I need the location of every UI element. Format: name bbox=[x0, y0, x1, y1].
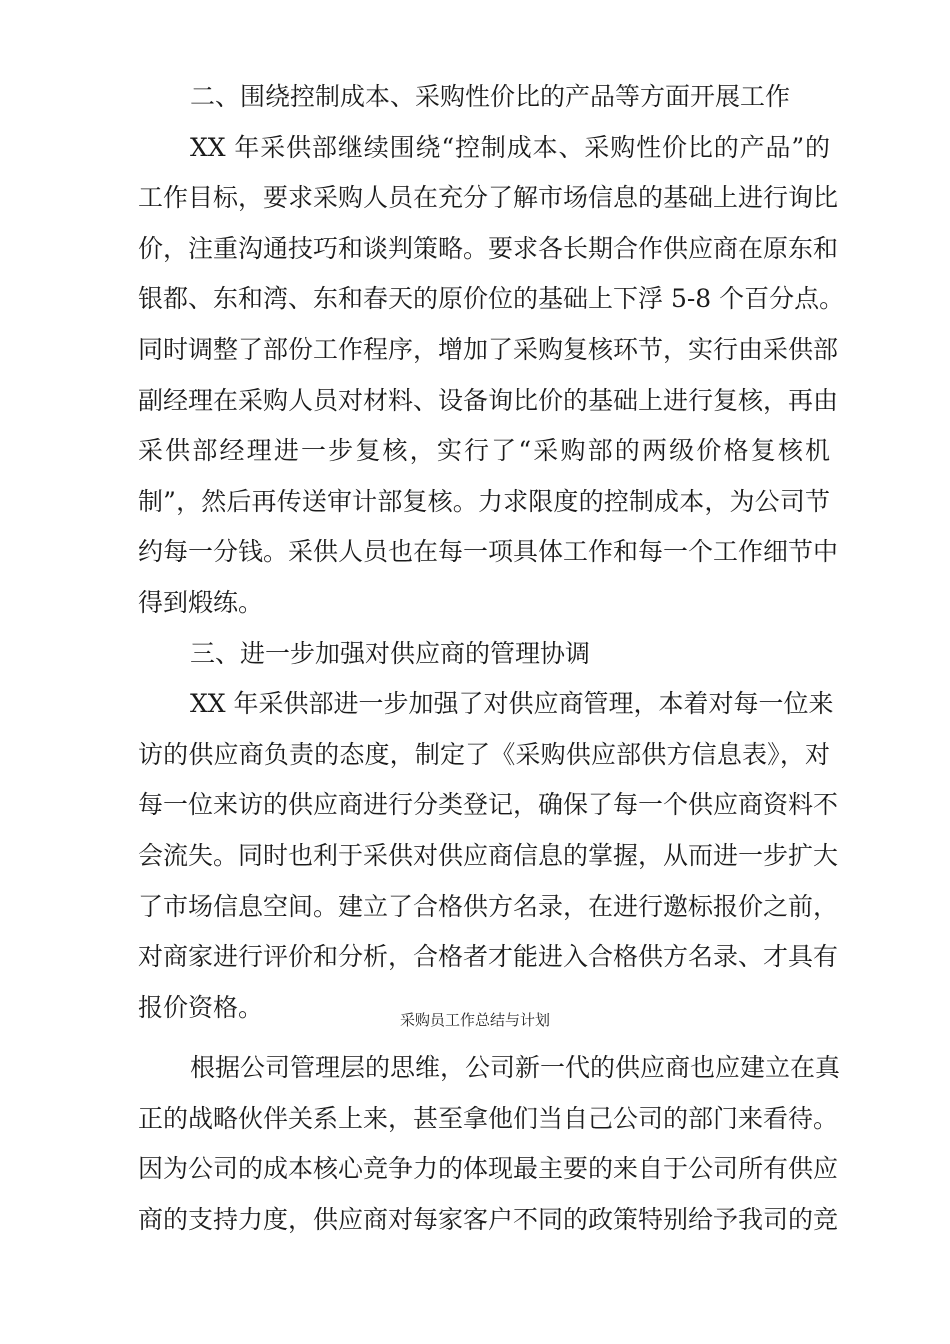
paragraph-line: 商的支持力度，供应商对每家客户不同的政策特别给予我司的竞 bbox=[138, 1204, 839, 1234]
paragraph-line: XX 年采供部进一步加强了对供应商管理，本着对每一位来 bbox=[190, 689, 834, 719]
paragraph-line: 会流失。同时也利于采供对供应商信息的掌握，从而进一步扩大 bbox=[138, 840, 839, 870]
paragraph-line: 银都、东和湾、东和春天的原价位的基础上下浮 5-8 个百分点。 bbox=[138, 284, 845, 314]
paragraph-line: 工作目标，要求采购人员在充分了解市场信息的基础上进行询比 bbox=[138, 183, 839, 213]
paragraph-line: 价，注重沟通技巧和谈判策略。要求各长期合作供应商在原东和 bbox=[138, 233, 839, 263]
paragraph-line: 得到煅练。 bbox=[138, 587, 264, 617]
paragraph-line: 报价资格。 bbox=[138, 992, 264, 1022]
paragraph-line: 副经理在采购人员对材料、设备询比价的基础上进行复核，再由 bbox=[138, 385, 839, 415]
paragraph-line: XX 年采供部继续围绕“控制成本、采购性价比的产品”的 bbox=[190, 132, 830, 162]
paragraph-line: 每一位来访的供应商进行分类登记，确保了每一个供应商资料不 bbox=[138, 790, 839, 820]
document-caption: 采购员工作总结与计划 bbox=[399, 1011, 550, 1029]
paragraph-line: 对商家进行评价和分析，合格者才能进入合格供方名录、才具有 bbox=[138, 942, 839, 972]
document-body bbox=[138, 72, 845, 1033]
paragraph-line: 制”，然后再传送审计部复核。力求限度的控制成本，为公司节 bbox=[138, 486, 830, 516]
paragraph-line: 同时调整了部份工作程序，增加了采购复核环节，实行由采供部 bbox=[138, 334, 839, 364]
paragraph-line: 约每一分钱。采供人员也在每一项具体工作和每一个工作细节中 bbox=[138, 537, 839, 567]
paragraph-line: 了市场信息空间。建立了合格供方名录，在进行邀标报价之前， bbox=[138, 891, 839, 921]
paragraph-line: 访的供应商负责的态度，制定了《采购供应部供方信息表》，对 bbox=[138, 739, 830, 769]
paragraph-line: 因为公司的成本核心竞争力的体现最主要的来自于公司所有供应 bbox=[138, 1154, 839, 1184]
section-heading-2: 二、围绕控制成本、采购性价比的产品等方面开展工作 bbox=[190, 82, 791, 111]
paragraph-line: 正的战略伙伴关系上来，甚至拿他们当自己公司的部门来看待。 bbox=[138, 1103, 839, 1133]
paragraph-line: 采供部经理进一步复核，实行了“采购部的两级价格复核机 bbox=[138, 436, 830, 466]
document-body-continued bbox=[138, 1043, 841, 1245]
section-heading-3: 三、进一步加强对供应商的管理协调 bbox=[190, 638, 591, 668]
paragraph-line: 根据公司管理层的思维，公司新一代的供应商也应建立在真 bbox=[190, 1053, 841, 1082]
